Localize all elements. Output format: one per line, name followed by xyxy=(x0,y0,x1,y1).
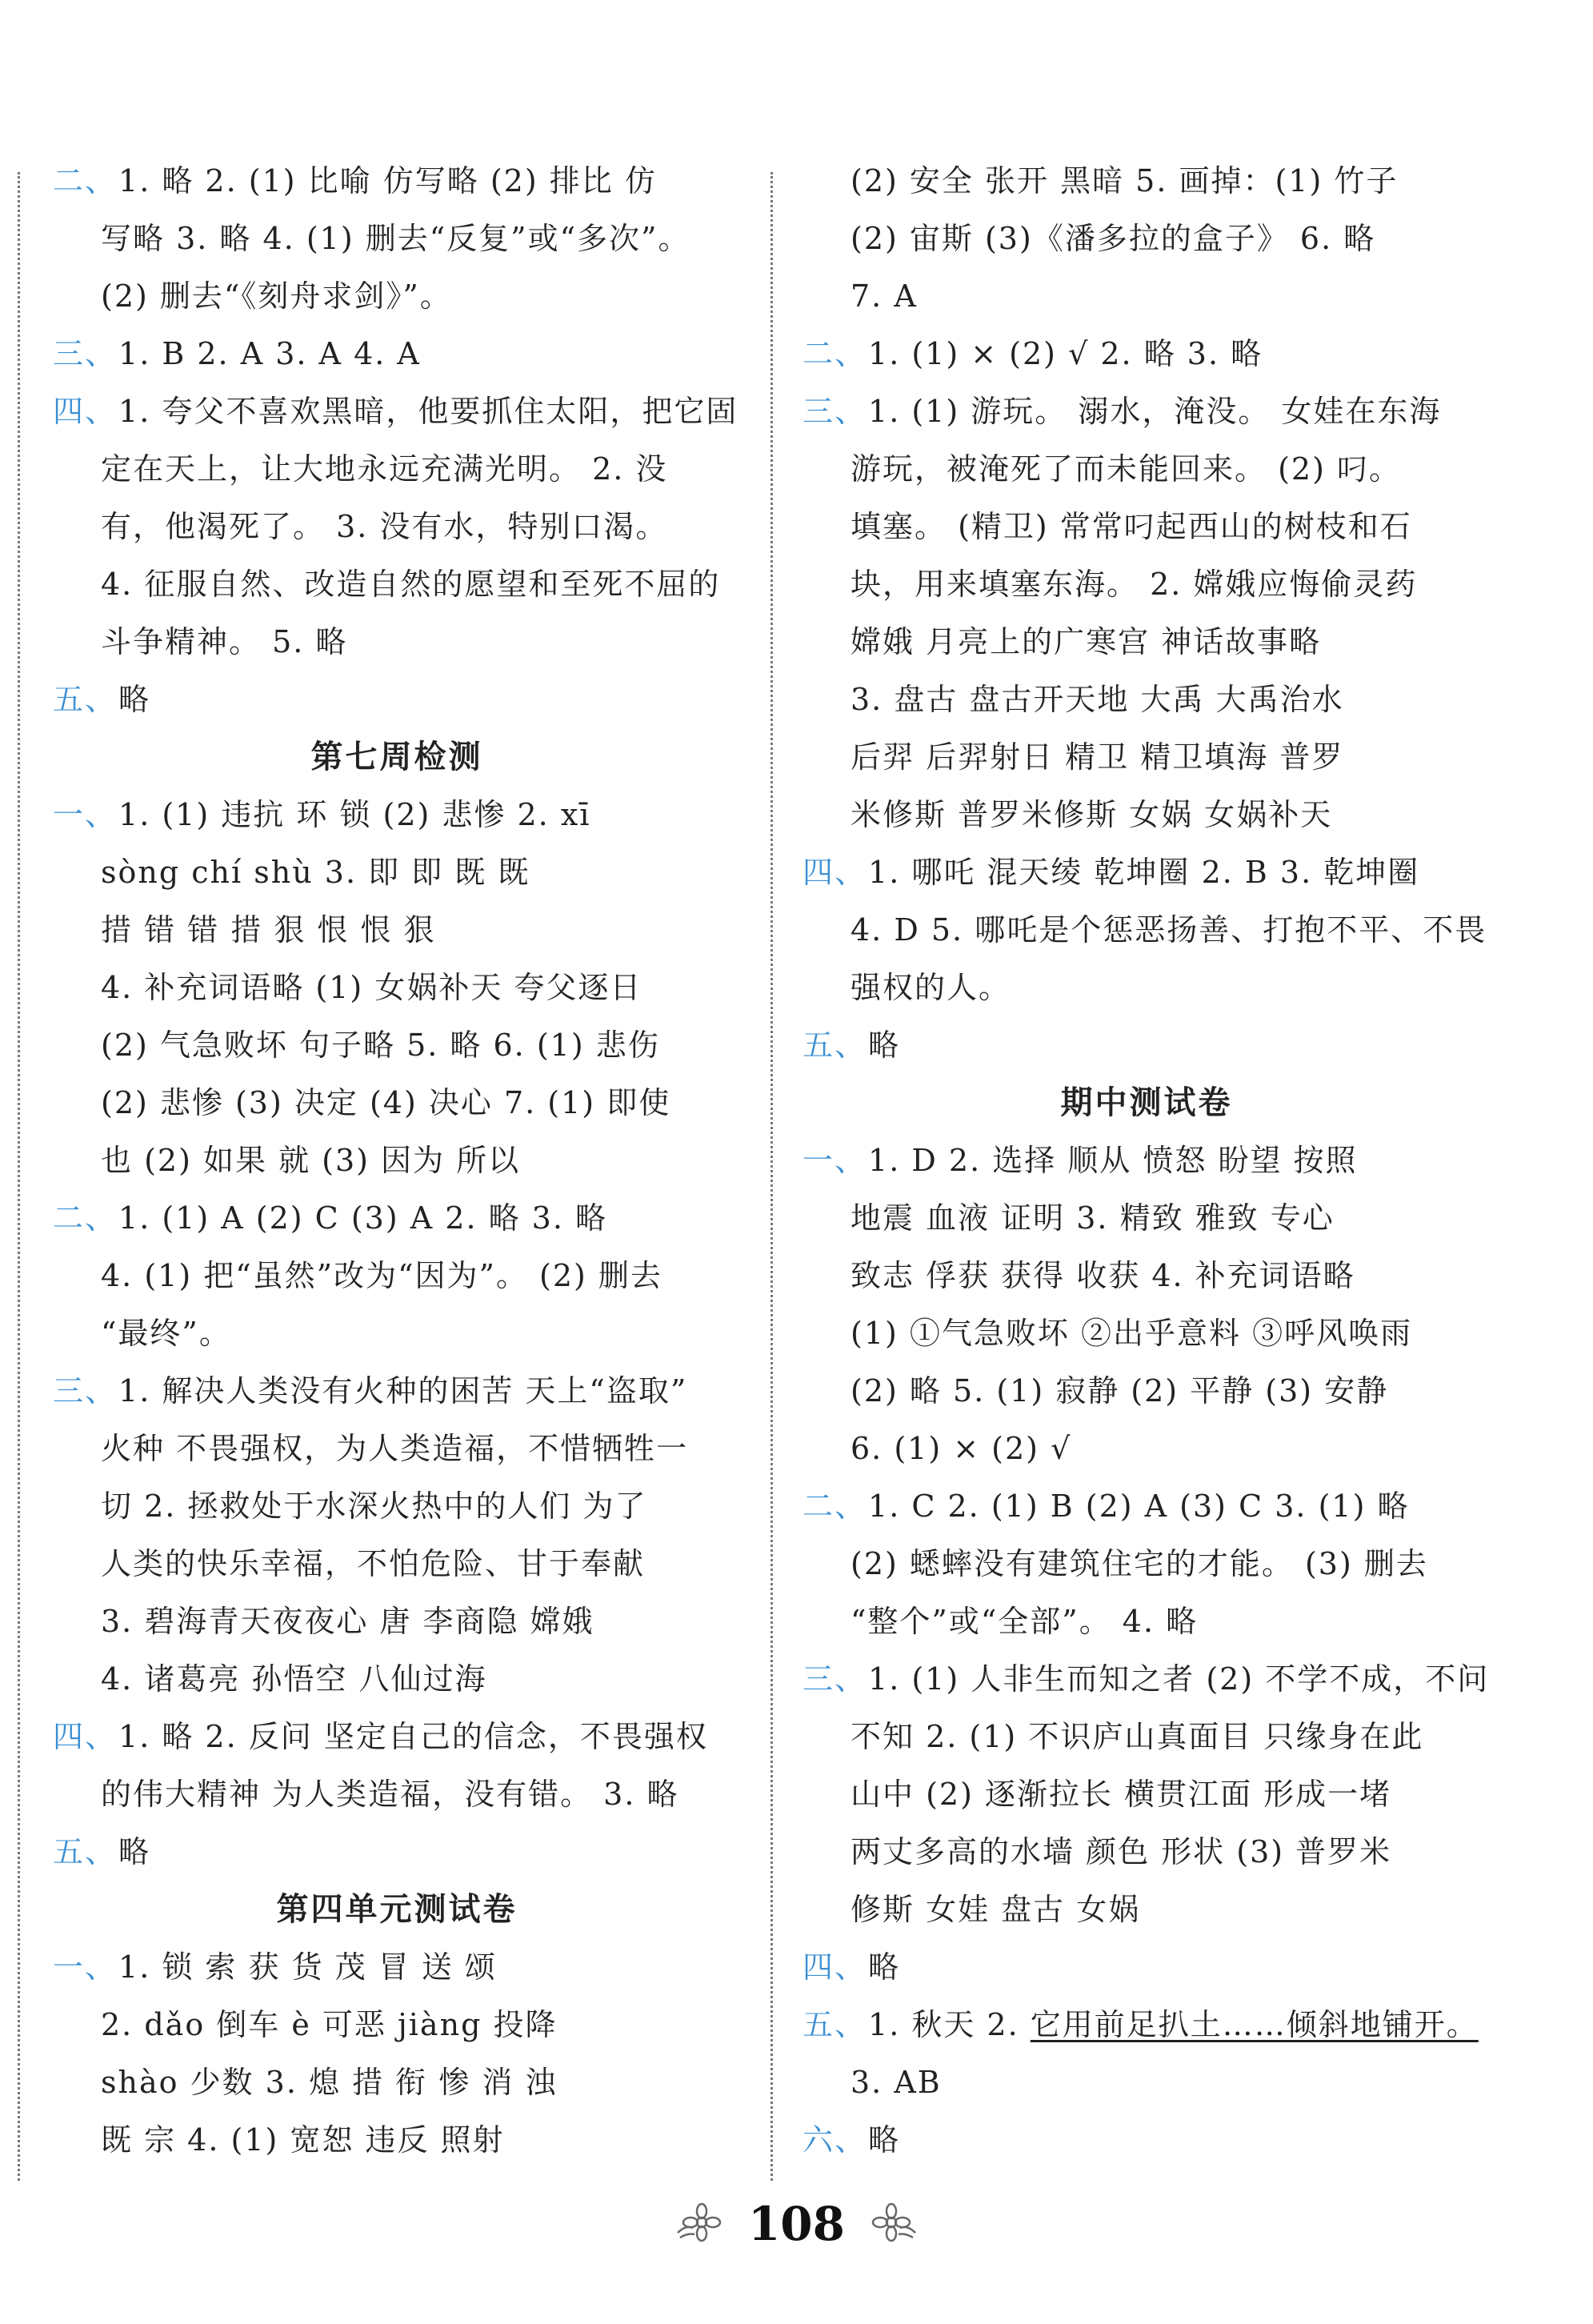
answer-line xyxy=(803,440,1491,498)
answer-text: 不知 2. (1) 不识庐山真面目 只缘身在此 xyxy=(851,1719,1424,1754)
answer-line xyxy=(803,555,1491,613)
answer-text: 有，他渴死了。 3. 没有水，特别口渴。 xyxy=(101,509,668,544)
answer-text: 1. (1) × (2) √ 2. 略 3. 略 xyxy=(868,336,1263,371)
answer-line xyxy=(803,1650,1491,1708)
column-divider xyxy=(770,172,773,2181)
answer-text: 3. 盘古 盘古开天地 大禹 大禹治水 xyxy=(851,682,1344,717)
section-heading: 第七周检测 xyxy=(310,739,483,775)
answer-line xyxy=(53,786,741,843)
answer-text: 也 (2) 如果 就 (3) 因为 所以 xyxy=(101,1143,521,1178)
answer-line xyxy=(803,2054,1491,2111)
answer-text: (2) 宙斯 (3)《潘多拉的盒子》 6. 略 xyxy=(851,221,1376,256)
answer-line xyxy=(803,613,1491,671)
section-number: 一、 xyxy=(53,797,118,832)
section-heading: 期中测试卷 xyxy=(1060,1084,1233,1121)
section-number: 二、 xyxy=(803,1489,867,1524)
answer-text: “最终”。 xyxy=(101,1316,231,1351)
answer-line xyxy=(53,1304,741,1362)
answer-line xyxy=(53,959,741,1016)
answer-text: 略 xyxy=(868,1028,901,1063)
page-number: 108 xyxy=(747,2197,846,2251)
answer-text: 1. C 2. (1) B (2) A (3) C 3. (1) 略 xyxy=(868,1489,1410,1524)
answer-line xyxy=(803,901,1491,959)
answer-text: (2) 删去“《刻舟求剑》”。 xyxy=(101,278,452,314)
answer-line xyxy=(803,1535,1491,1593)
flower-ornament-icon xyxy=(863,2202,919,2246)
answer-line xyxy=(53,671,741,728)
right-column xyxy=(803,152,1491,2169)
answer-text: (2) 蟋蟀没有建筑住宅的才能。 (3) 删去 xyxy=(851,1546,1428,1581)
answer-text: (2) 悲惨 (3) 决定 (4) 决心 7. (1) 即使 xyxy=(101,1085,671,1120)
answer-text: 后羿 后羿射日 精卫 精卫填海 普罗 xyxy=(851,739,1344,775)
left-margin-divider xyxy=(18,172,20,2181)
answer-text: 致志 俘获 获得 收获 4. 补充词语略 xyxy=(851,1258,1355,1293)
answer-line xyxy=(53,1362,741,1420)
answer-text: 略 xyxy=(868,2122,901,2158)
answer-text: 1. 夸父不喜欢黑暗，他要抓住太阳，把它固 xyxy=(118,394,738,429)
answer-text: 4. D 5. 哪吒是个惩恶扬善、打抱不平、不畏 xyxy=(851,912,1487,948)
answer-text: 措 错 错 措 狠 恨 恨 狠 xyxy=(101,912,436,948)
section-number: 五、 xyxy=(803,1028,867,1063)
answer-line xyxy=(53,1189,741,1247)
answer-text: 嫦娥 月亮上的广寒宫 神话故事略 xyxy=(851,624,1322,659)
answer-line xyxy=(53,1016,741,1074)
answer-line xyxy=(803,1765,1491,1823)
answer-text: 1. (1) A (2) C (3) A 2. 略 3. 略 xyxy=(118,1200,608,1236)
underlined-answer: 它用前足扒土……倾斜地铺开。 xyxy=(1030,2007,1479,2042)
answer-line xyxy=(803,1362,1491,1420)
answer-line xyxy=(53,843,741,901)
answer-line xyxy=(803,498,1491,555)
answer-text: 6. (1) × (2) √ xyxy=(851,1431,1072,1466)
answer-text: 强权的人。 xyxy=(851,970,1011,1005)
section-number: 五、 xyxy=(803,2007,867,2042)
answer-line xyxy=(803,1132,1491,1189)
answer-line xyxy=(53,1708,741,1765)
answer-text: 既 宗 4. (1) 宽恕 违反 照射 xyxy=(101,2122,505,2158)
section-number: 四、 xyxy=(53,394,118,429)
section-number: 五、 xyxy=(53,682,118,717)
answer-line xyxy=(53,1132,741,1189)
answer-line xyxy=(803,786,1491,843)
left-column xyxy=(53,152,741,2169)
answer-line xyxy=(803,1477,1491,1535)
answer-text: 1. 略 2. (1) 比喻 仿写略 (2) 排比 仿 xyxy=(118,163,657,198)
answer-text: 块，用来填塞东海。 2. 嫦娥应悔偷灵药 xyxy=(851,567,1418,602)
answer-line xyxy=(803,728,1491,786)
answer-text: 1. (1) 游玩。 溺水，淹没。 女娃在东海 xyxy=(868,394,1442,429)
answer-line xyxy=(53,613,741,671)
answer-text: 斗争精神。 5. 略 xyxy=(101,624,348,659)
answer-line xyxy=(53,267,741,325)
answer-line xyxy=(53,152,741,210)
answer-line xyxy=(53,325,741,383)
answer-text: “整个”或“全部”。 4. 略 xyxy=(851,1604,1199,1639)
answer-line xyxy=(803,1593,1491,1650)
answer-text: 略 xyxy=(118,682,151,717)
answer-text: 1. B 2. A 3. A 4. A xyxy=(118,336,421,371)
flower-ornament-icon xyxy=(674,2202,730,2246)
answer-line xyxy=(803,1823,1491,1881)
answer-text: 4. 补充词语略 (1) 女娲补天 夸父逐日 xyxy=(101,970,642,1005)
answer-text: 3. 碧海青天夜夜心 唐 李商隐 嫦娥 xyxy=(101,1604,594,1639)
answer-line xyxy=(53,1420,741,1477)
answer-line xyxy=(803,210,1491,267)
answer-line xyxy=(803,325,1491,383)
answer-text: 切 2. 拯救处于水深火热中的人们 为了 xyxy=(101,1489,647,1524)
answer-line xyxy=(803,1304,1491,1362)
answer-text: 1. D 2. 选择 顺从 愤怒 盼望 按照 xyxy=(868,1143,1358,1178)
answer-line xyxy=(53,1247,741,1304)
answer-line xyxy=(803,383,1491,440)
answer-text: 4. 征服自然、改造自然的愿望和至死不屈的 xyxy=(101,567,721,602)
answer-line xyxy=(803,267,1491,325)
section-number: 四、 xyxy=(803,855,867,890)
answer-text: 7. A xyxy=(851,278,918,314)
page-footer xyxy=(0,2197,1593,2251)
answer-text: 略 xyxy=(868,1949,901,1985)
answer-line xyxy=(53,901,741,959)
answer-text: 人类的快乐幸福，不怕危险、甘于奉献 xyxy=(101,1546,646,1581)
answer-line xyxy=(803,152,1491,210)
section-number: 五、 xyxy=(53,1834,118,1869)
answer-text: 1. 哪吒 混天绫 乾坤圈 2. B 3. 乾坤圈 xyxy=(868,855,1420,890)
section-number: 三、 xyxy=(53,1373,118,1408)
answer-line xyxy=(803,1247,1491,1304)
section-number: 二、 xyxy=(53,1200,118,1236)
answer-line xyxy=(53,440,741,498)
answer-text: 3. AB xyxy=(851,2065,942,2100)
answer-text: 1. (1) 违抗 环 锁 (2) 悲惨 2. xī xyxy=(118,797,591,832)
answer-text: 米修斯 普罗米修斯 女娲 女娲补天 xyxy=(851,797,1333,832)
answer-line xyxy=(803,671,1491,728)
section-number: 三、 xyxy=(803,394,867,429)
answer-line xyxy=(53,555,741,613)
answer-line xyxy=(53,498,741,555)
answer-line xyxy=(803,843,1491,901)
answer-text: sòng chí shù 3. 即 即 既 既 xyxy=(101,855,530,890)
answer-text: 2. dǎo 倒车 è 可恶 jiàng 投降 xyxy=(101,2007,558,2042)
answer-text: 的伟大精神 为人类造福，没有错。 3. 略 xyxy=(101,1777,679,1812)
section-number: 三、 xyxy=(803,1661,867,1697)
section-number: 二、 xyxy=(803,336,867,371)
answer-line xyxy=(53,1996,741,2054)
answer-text: 1. 锁 索 获 货 茂 冒 送 颂 xyxy=(118,1949,497,1985)
answer-line xyxy=(53,1593,741,1650)
answer-line xyxy=(803,1996,1491,2054)
answer-line xyxy=(803,1938,1491,1996)
answer-text: (2) 安全 张开 黑暗 5. 画掉：(1) 竹子 xyxy=(851,163,1399,198)
answer-line xyxy=(803,1708,1491,1765)
answer-text: 填塞。 (精卫) 常常叼起西山的树枝和石 xyxy=(851,509,1412,544)
answer-text: (2) 略 5. (1) 寂静 (2) 平静 (3) 安静 xyxy=(851,1373,1389,1408)
answer-text: 1. 略 2. 反问 坚定自己的信念，不畏强权 xyxy=(118,1719,708,1754)
answer-line xyxy=(53,1074,741,1132)
answer-line xyxy=(53,1535,741,1593)
answer-line xyxy=(53,1650,741,1708)
answer-line xyxy=(53,1765,741,1823)
answer-text: 定在天上，让大地永远充满光明。 2. 没 xyxy=(101,451,668,487)
answer-line xyxy=(53,1477,741,1535)
answer-text: 略 xyxy=(118,1834,151,1869)
answer-text: 游玩，被淹死了而未能回来。 (2) 叼。 xyxy=(851,451,1401,487)
answer-text: 1. 秋天 2. xyxy=(868,2007,1031,2042)
answer-text: 4. (1) 把“虽然”改为“因为”。 (2) 删去 xyxy=(101,1258,662,1293)
answer-text: (1) ①气急败坏 ②出乎意料 ③呼风唤雨 xyxy=(851,1316,1413,1351)
answer-line xyxy=(53,2111,741,2169)
answer-text: 两丈多高的水墙 颜色 形状 (3) 普罗米 xyxy=(851,1834,1392,1869)
answer-text: 修斯 女娃 盘古 女娲 xyxy=(851,1892,1141,1927)
answer-line xyxy=(803,2111,1491,2169)
answer-line xyxy=(803,959,1491,1016)
answer-text: shào 少数 3. 熄 措 衔 惨 消 浊 xyxy=(101,2065,558,2100)
answer-text: 1. 解决人类没有火种的困苦 天上“盗取” xyxy=(118,1373,688,1408)
answer-text: 山中 (2) 逐渐拉长 横贯江面 形成一堵 xyxy=(851,1777,1392,1812)
answer-line xyxy=(803,1881,1491,1938)
section-number: 二、 xyxy=(53,163,118,198)
section-number: 六、 xyxy=(803,2122,867,2158)
answer-line xyxy=(53,1938,741,1996)
section-number: 三、 xyxy=(53,336,118,371)
answer-line xyxy=(803,1189,1491,1247)
answer-line xyxy=(803,1016,1491,1074)
answer-text: 1. (1) 人非生而知之者 (2) 不学不成，不问 xyxy=(868,1661,1490,1697)
section-number: 一、 xyxy=(803,1143,867,1178)
answer-text: (2) 气急败坏 句子略 5. 略 6. (1) 悲伤 xyxy=(101,1028,660,1063)
answer-line xyxy=(53,1823,741,1881)
section-number: 一、 xyxy=(53,1949,118,1985)
answer-line xyxy=(53,210,741,267)
section-number: 四、 xyxy=(53,1719,118,1754)
answer-line xyxy=(53,2054,741,2111)
answer-text: 4. 诸葛亮 孙悟空 八仙过海 xyxy=(101,1661,487,1697)
answer-text: 地震 血液 证明 3. 精致 雅致 专心 xyxy=(851,1200,1335,1236)
answer-text: 写略 3. 略 4. (1) 删去“反复”或“多次”。 xyxy=(101,221,690,256)
answer-line xyxy=(803,1420,1491,1477)
answer-text: 火种 不畏强权，为人类造福，不惜牺牲一 xyxy=(101,1431,689,1466)
answer-line xyxy=(53,383,741,440)
section-number: 四、 xyxy=(803,1949,867,1985)
section-heading: 第四单元测试卷 xyxy=(276,1891,518,1928)
